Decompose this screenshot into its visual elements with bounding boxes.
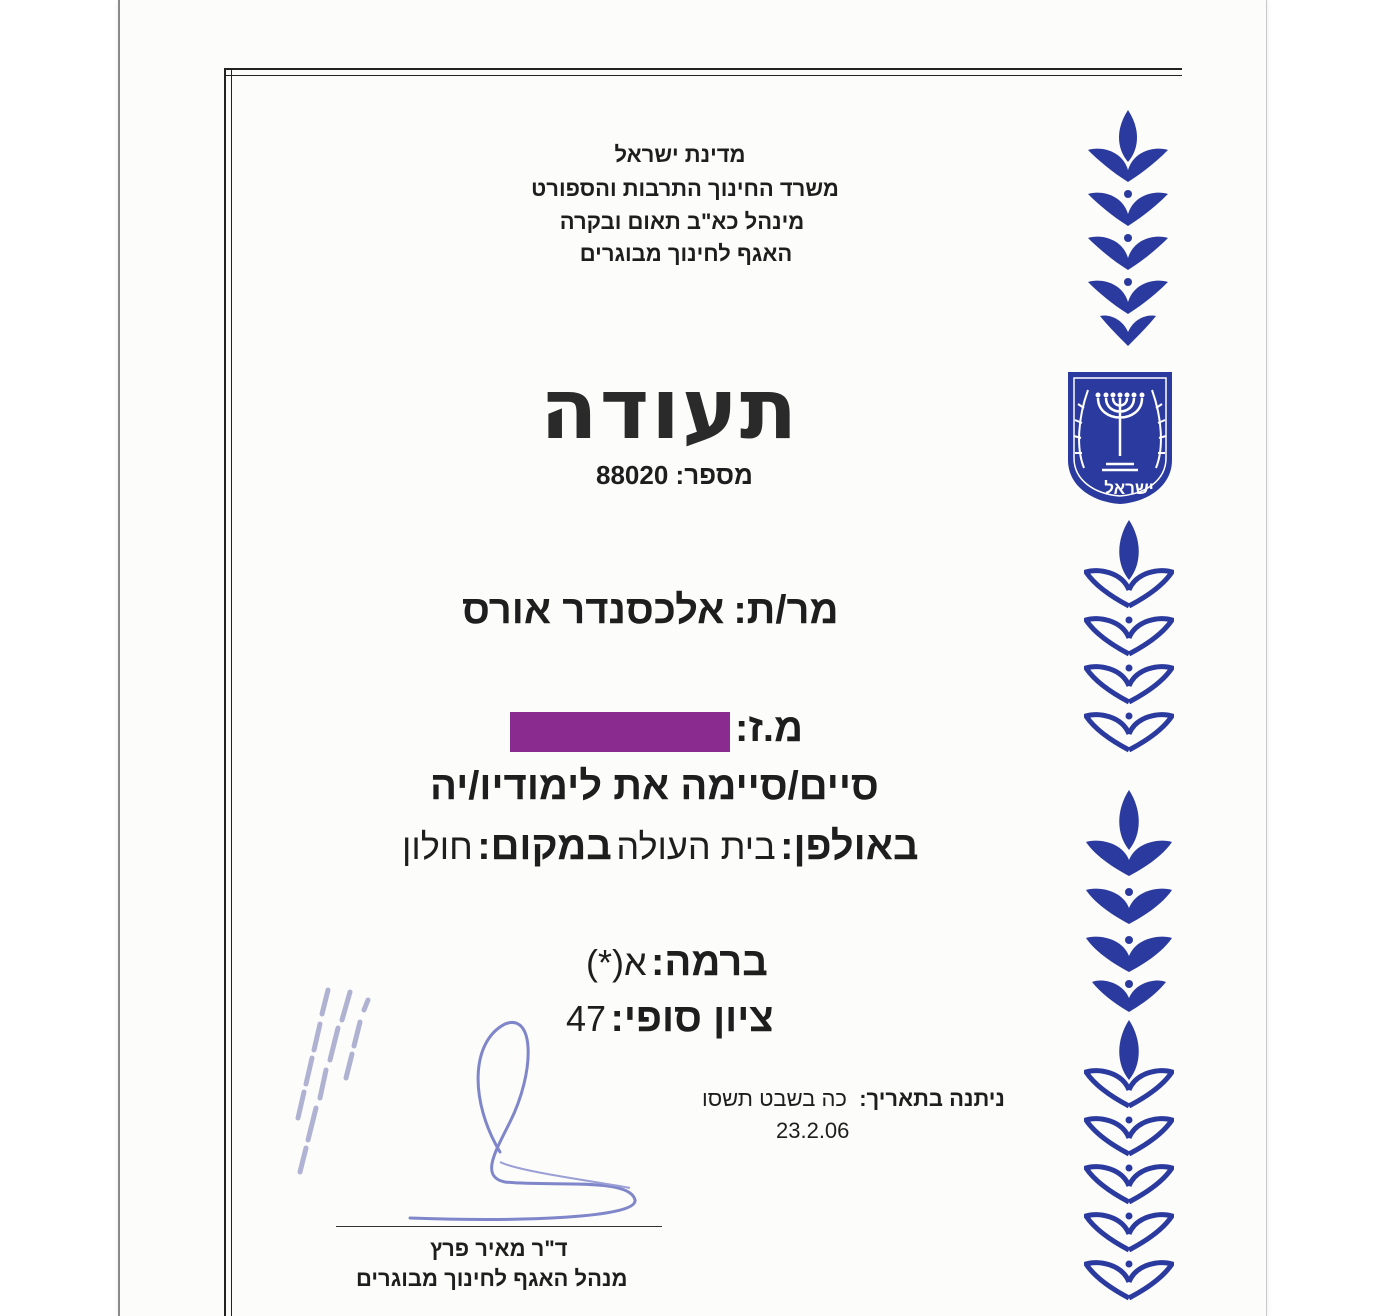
signer-name: ד"ר מאיר פרץ: [430, 1236, 568, 1261]
header-ministry: משרד החינוך התרבות והספורט: [531, 176, 839, 201]
ulpan-name: בית העולה: [616, 826, 776, 867]
issued-date: 23.2.06: [776, 1118, 850, 1143]
frame-left-border: [224, 68, 232, 1316]
issued-label: ניתנה בתאריך:: [859, 1086, 1005, 1111]
number-label: מספר:: [675, 460, 753, 490]
frame-top-border: [224, 68, 1182, 76]
ulpan-label: באולפן:: [780, 824, 919, 868]
level-row: [586, 940, 768, 985]
recipient-name: אלכסנדר אורס: [462, 588, 725, 632]
issued-hebrew-date: כה בשבט תשסו: [702, 1086, 847, 1111]
id-redaction: [510, 712, 730, 752]
signature-line: [336, 1226, 662, 1227]
certificate-number-row: [596, 460, 753, 491]
level-value: א(*): [586, 942, 647, 983]
signer-title: מנהל האגף לחינוך מבוגרים: [356, 1266, 628, 1291]
olive-branch-bottom-icon: [1084, 520, 1174, 1316]
ulpan-row: [402, 824, 919, 869]
header-department: האגף לחינוך מבוגרים: [579, 241, 793, 266]
id-label: מ.ז:: [735, 706, 804, 750]
place-label: במקום:: [477, 824, 612, 868]
olive-branch-top-icon: [1088, 110, 1168, 360]
handwritten-signature: [400, 1012, 650, 1232]
grade-label: ציון סופי:: [610, 996, 774, 1040]
name-row: [462, 588, 839, 633]
header-administration: מינהל כא"ב תאום ובקרה: [559, 209, 805, 234]
grade-value: 47: [566, 998, 607, 1039]
ministry-stamp: [280, 980, 390, 1190]
certificate-title: תעודה: [540, 360, 800, 458]
issued-row: [702, 1086, 1005, 1112]
completed-text: סיים/סיימה את לימודיו/יה: [430, 764, 879, 808]
emblem-text: ישראל: [1104, 479, 1154, 498]
header-state: מדינת ישראל: [614, 142, 746, 167]
place-name: חולון: [402, 826, 473, 867]
name-label: מר/ת:: [733, 588, 839, 632]
level-label: ברמה:: [651, 940, 768, 984]
certificate-number: 88020: [596, 460, 669, 490]
